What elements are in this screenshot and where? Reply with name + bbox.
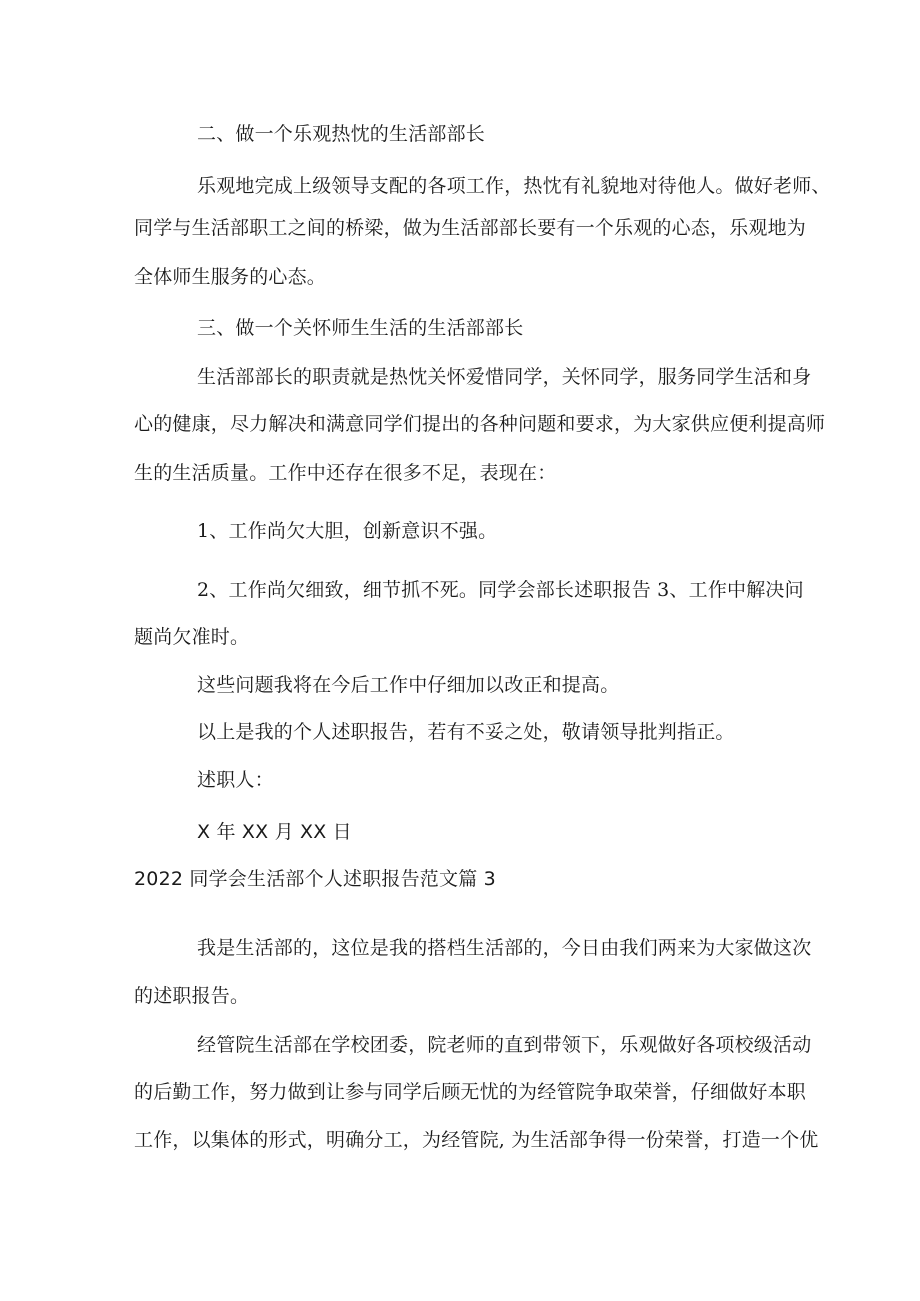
paragraph-line: 我是生活部的，这位是我的搭档生活部的，今日由我们两来为大家做这次	[197, 937, 812, 959]
paragraph-line: 心的健康，尽力解决和满意同学们提出的各种问题和要求，为大家供应便利提高师	[134, 413, 826, 435]
list-item: 1、工作尚欠大胆，创新意识不强。	[197, 520, 498, 542]
paragraph-line: 工作，以集体的形式，明确分工，为经管院, 为生活部争得一份荣誉，打造一个优	[134, 1129, 819, 1151]
paragraph-line: 乐观地完成上级领导支配的各项工作，热忱有礼貌地对待他人。做好老师、	[197, 175, 831, 197]
section-title: 2022 同学会生活部个人述职报告范文篇 3	[134, 868, 496, 890]
paragraph-line: 生活部部长的职责就是热忱关怀爱惜同学，关怀同学，服务同学生活和身	[197, 366, 812, 388]
heading-three: 三、做一个关怀师生生活的生活部部长	[197, 317, 524, 339]
paragraph-line: 生的生活质量。工作中还存在很多不足，表现在：	[134, 462, 557, 484]
signature-label: 述职人：	[197, 769, 274, 791]
paragraph-line: 题尚欠准时。	[134, 626, 250, 648]
paragraph-line: 的后勤工作，努力做到让参与同学后顾无忧的为经管院争取荣誉，仔细做好本职	[134, 1081, 807, 1103]
paragraph-line: 同学与生活部职工之间的桥梁，做为生活部部长要有一个乐观的心态，乐观地为	[134, 217, 807, 239]
paragraph-line: 全体师生服务的心态。	[134, 266, 327, 288]
paragraph-line: 经管院生活部在学校团委，院老师的直到带领下，乐观做好各项校级活动	[197, 1034, 812, 1056]
paragraph-line: 的述职报告。	[134, 985, 250, 1007]
heading-two: 二、做一个乐观热忱的生活部部长	[197, 123, 486, 145]
list-item: 2、工作尚欠细致，细节抓不死。同学会部长述职报告 3、工作中解决问	[197, 579, 804, 601]
paragraph-line: 以上是我的个人述职报告，若有不妥之处，敬请领导批判指正。	[197, 721, 735, 743]
date-line: X 年 XX 月 XX 日	[197, 821, 352, 843]
paragraph-line: 这些问题我将在今后工作中仔细加以改正和提高。	[197, 674, 620, 696]
